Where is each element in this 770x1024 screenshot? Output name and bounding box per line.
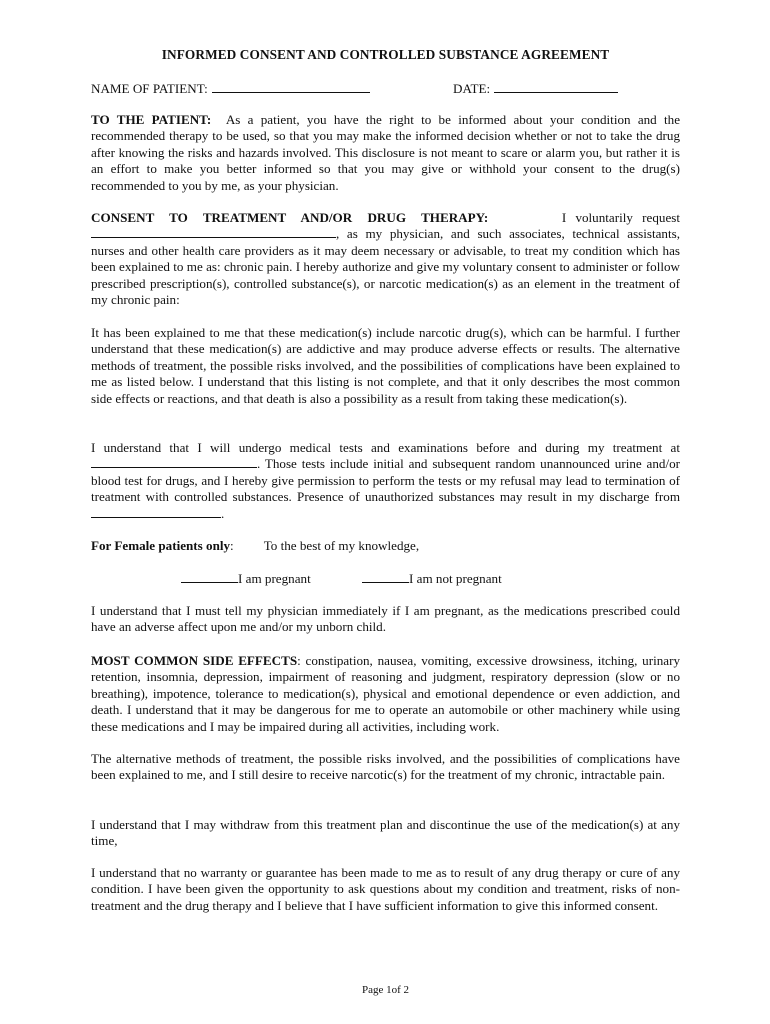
discharge-from-field[interactable] [91, 506, 221, 518]
paragraph-medical-tests [91, 440, 680, 522]
female-patients-row [91, 538, 419, 554]
pregnant-option [181, 571, 311, 587]
page-number: Page 1of 2 [361, 984, 410, 996]
tests-text: . Those tests include initial and subsequent random unannounced urine and/or blood test for drugs, and I hereby give permission to perform the tests or my refusal may lead to termination of treatment with controlled substances. Presence of unauthorized substances may result in my discharge from [91, 456, 680, 505]
consent-text: , as my physician, and such associates, technical assistants, nurses and other health care providers as it may deem necessary or advisable, to treat my condition which has been explained to me as: chronic pain. I hereby authorize and give my voluntary consent to administer or follow prescribed prescription(s), controlled substance(s), or narcotic medication(s) as an element in the treatment of my chronic pain: [91, 226, 680, 308]
not-pregnant-checkbox[interactable] [362, 571, 409, 583]
pregnant-checkbox[interactable] [181, 571, 238, 583]
physician-name-field[interactable] [91, 226, 336, 238]
side-effects-text: : constipation, nausea, vomiting, excessive drowsiness, itching, urinary retention, insomnia, depression, impairment of reasoning and judgment, respiratory depression (slow or no breathing), impotence, tolerance to medication(s), physical and emotional dependence or even addiction, and death. I understand that it may be dangerous for me to operate an automobile or other machinery while using these medications and I may be impaired during all activities, including work. [91, 653, 680, 734]
paragraph-pregnancy-notice: I understand that I must tell my physician immediately if I am pregnant, as the medications prescribed could have an adverse affect upon me and/or my unborn child. [91, 603, 680, 635]
to-the-patient-text: As a patient, you have the right to be informed about your condition and the recommended therapy to be used, so that you may make the informed decision whether or not to take the drug after knowing the risks and hazards involved. This disclosure is not meant to scare or alarm you, but rather it is an effort to make you better informed so that you may give or withhold your consent to the drug(s) recommended to you by me, as your physician. [91, 112, 681, 193]
female-colon: : [230, 538, 234, 553]
consent-heading: CONSENT TO TREATMENT AND/OR DRUG THERAPY: [91, 210, 489, 225]
paragraph-consent-to-treatment [91, 210, 680, 308]
date-row [453, 80, 618, 97]
paragraph-withdraw: I understand that I may withdraw from this treatment plan and discontinue the use of the medication(s) at any time, [91, 817, 680, 849]
paragraph-narcotic-explained: It has been explained to me that these medication(s) include narcotic drug(s), which can be harmful. I further understand that these medication(s) are addictive and may produce adverse effects or results. The alternative methods of treatment, the possible risks involved, and the possibilities of complications have been explained to me as listed below. I understand that this listing is not complete, and that it only describes the most common side effects or reactions, and that death is also a possibility as a result from taking these medication(s). [91, 325, 680, 406]
consent-first-line [91, 210, 680, 226]
paragraph-no-warranty: I understand that no warranty or guarantee has been made to me as to result of any drug therapy or cure of any condition. I have been given the opportunity to ask questions about my condition and treatment, risks of non-treatment and the drug therapy and I believe that I have sufficient information to give this informed consent. [91, 865, 680, 913]
paragraph-side-effects [91, 653, 680, 735]
female-text: To the best of my knowledge, [263, 538, 420, 553]
not-pregnant-option [362, 571, 502, 587]
treatment-location-field[interactable] [91, 456, 257, 468]
paragraph-alternative-methods: The alternative methods of treatment, the possible risks involved, and the possibilities of complications have been explained to me, and I still desire to receive narcotic(s) for the treatment of my chronic, intractable pain. [91, 751, 680, 783]
patient-name-field[interactable] [212, 80, 370, 93]
patient-name-label: NAME OF PATIENT: [91, 81, 208, 96]
tests-end: . [221, 505, 225, 521]
date-label: DATE: [453, 81, 491, 96]
date-field[interactable] [494, 80, 618, 93]
tests-lead: I understand that I will undergo medical tests and examinations before and during my treatment at [91, 440, 680, 455]
pregnant-label: I am pregnant [238, 571, 311, 586]
document-title: INFORMED CONSENT AND CONTROLLED SUBSTANCE AGREEMENT [161, 47, 610, 62]
side-effects-heading: MOST COMMON SIDE EFFECTS [91, 653, 298, 668]
patient-info-row [91, 80, 370, 97]
female-label: For Female patients only [91, 538, 231, 553]
consent-lead: I voluntarily request [561, 210, 680, 225]
to-the-patient-heading: TO THE PATIENT: [91, 112, 212, 127]
paragraph-to-the-patient [91, 112, 680, 194]
not-pregnant-label: I am not pregnant [409, 571, 502, 586]
